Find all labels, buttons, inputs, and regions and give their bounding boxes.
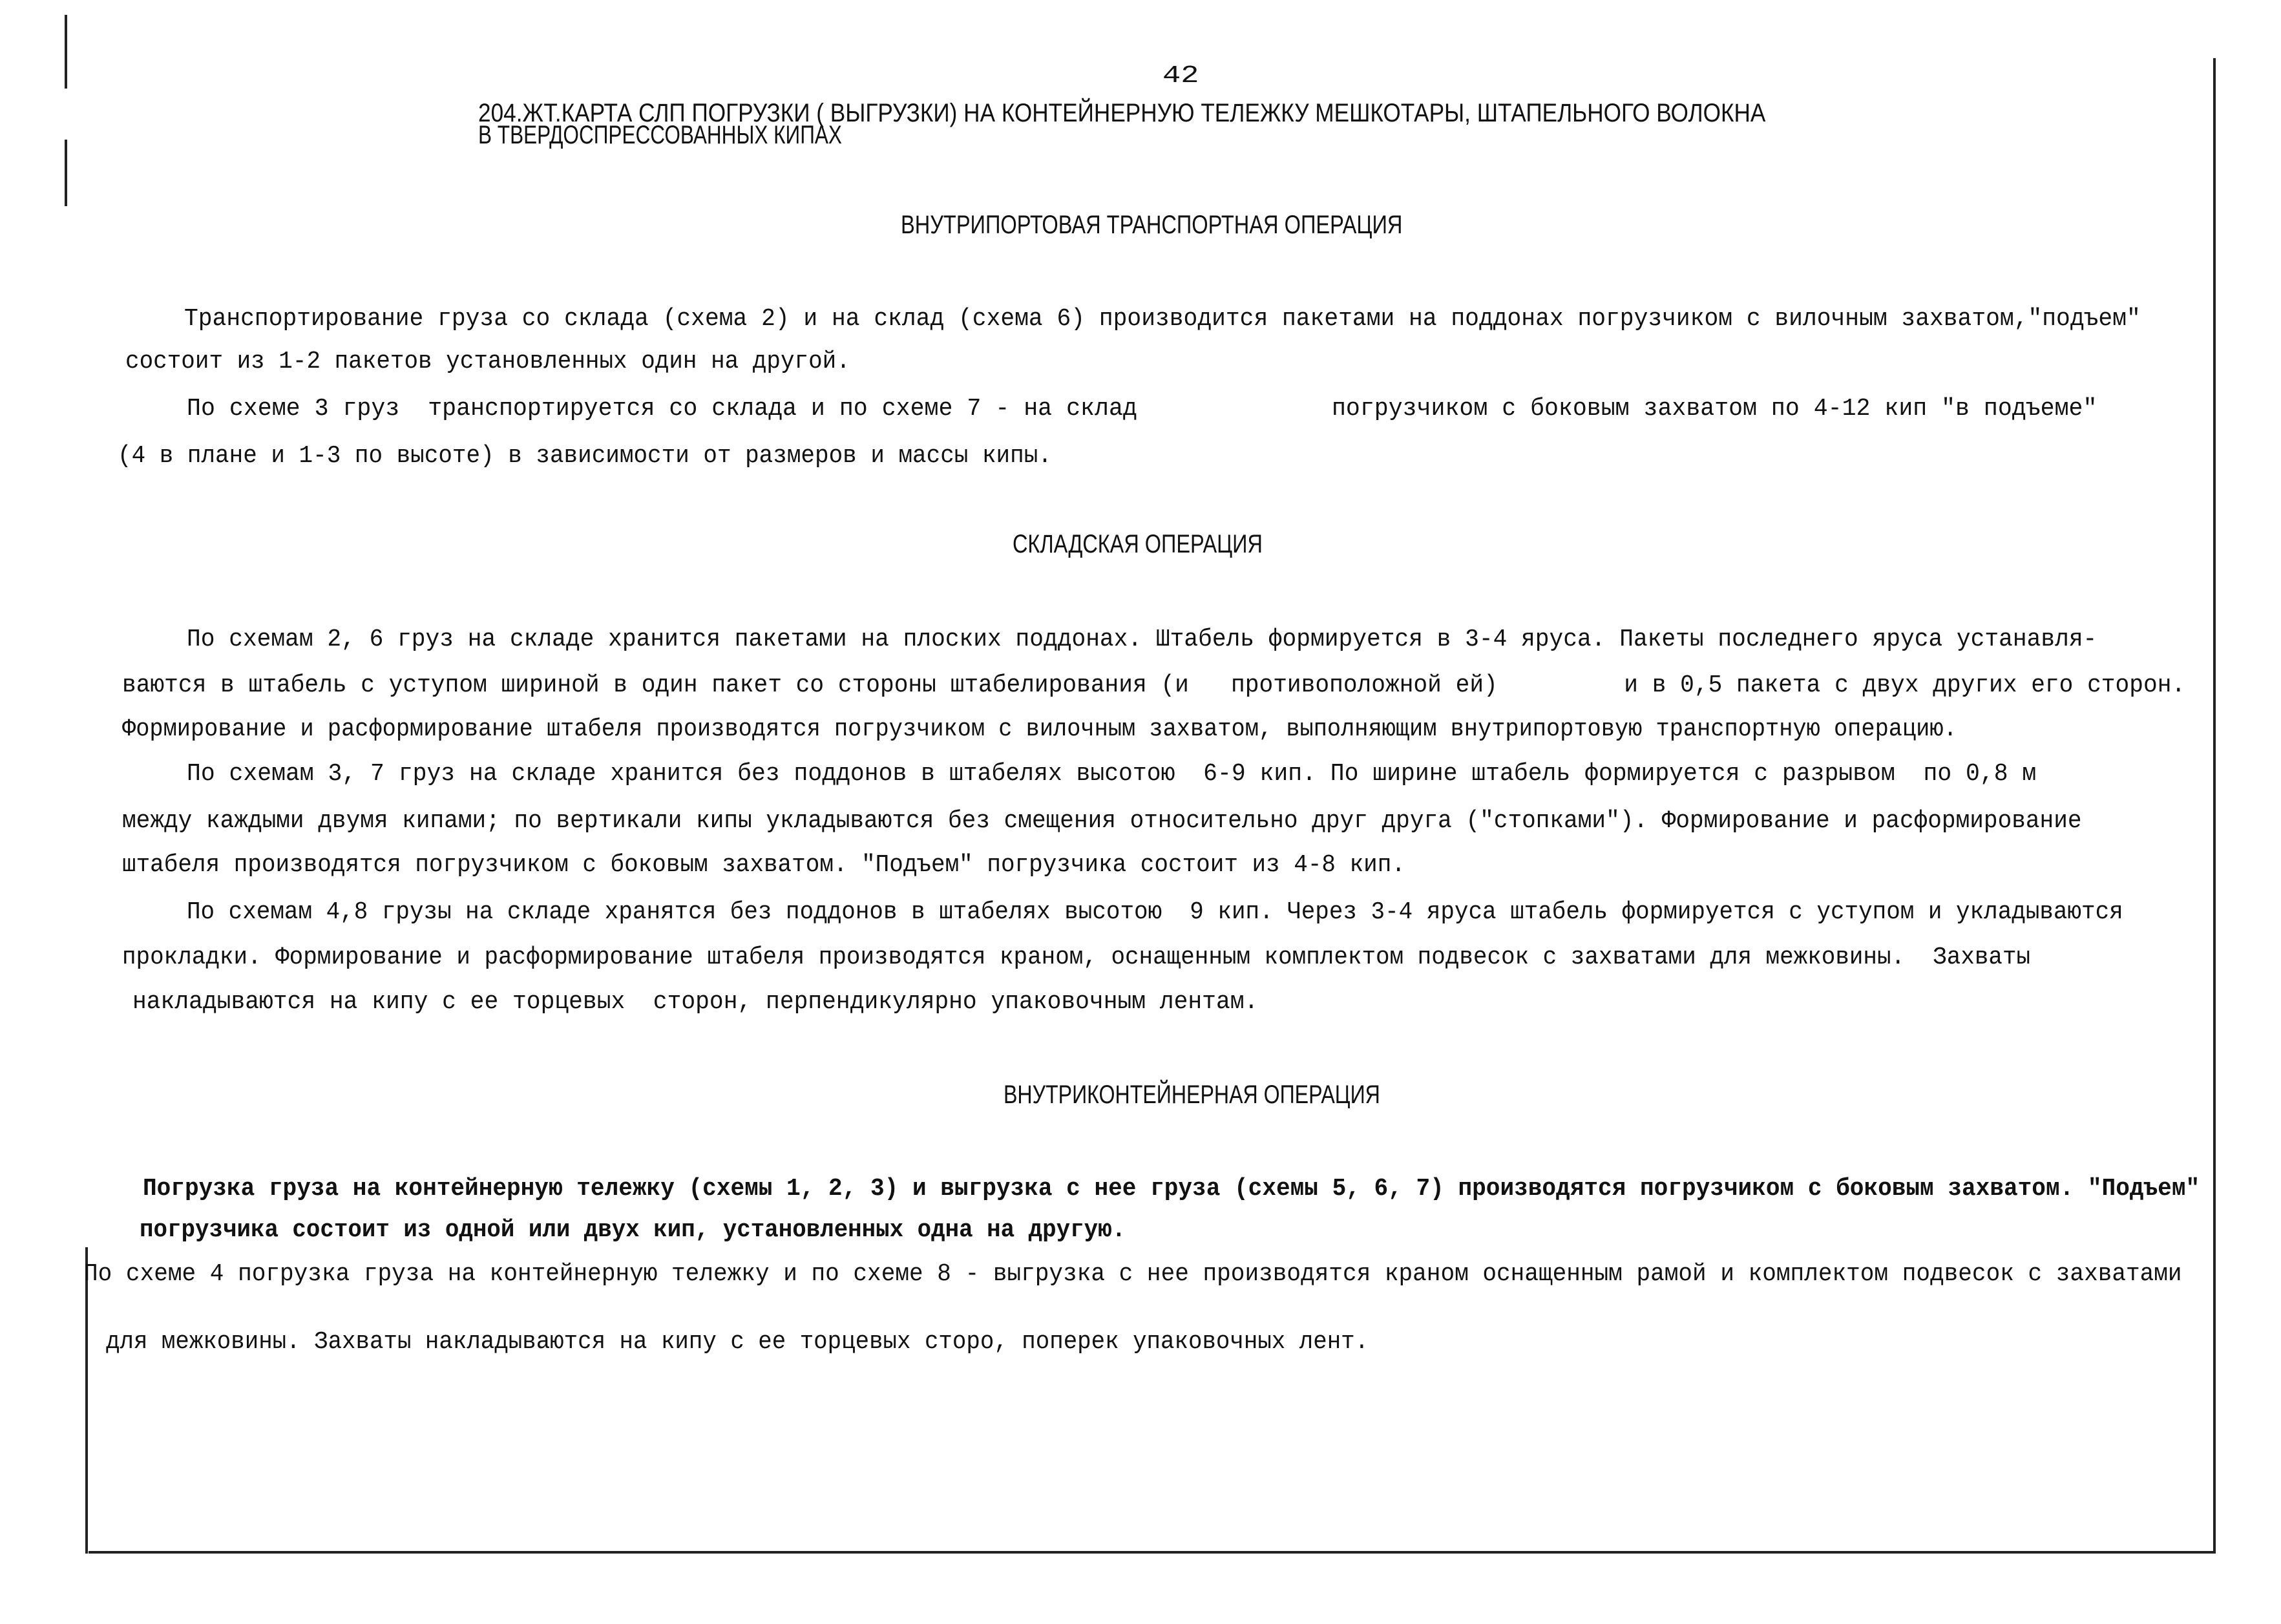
document-title: В ТВЕРДОСПРЕССОВАННЫХ КИПАХ (478, 121, 842, 149)
paragraph-line: прокладки. Формирование и расформирование штабеля производятся краном, оснащенным комплектом подвесок с захватами для межковины. Захваты (122, 944, 2031, 971)
frame-bottom-line (89, 1551, 2216, 1554)
paragraph-line: Формирование и расформирование штабеля производятся погрузчиком с вилочным захватом, выполняющим внутрипортовую транспортную операцию. (122, 715, 1957, 743)
paragraph-line: состоит из 1-2 пакетов установленных один на другой. (125, 348, 850, 375)
paragraph-line: ваются в штабель с уступом шириной в один пакет со стороны штабелирования (и противоположной ей) и в 0,5 пакета с двух других его сторон. (122, 671, 2186, 699)
paragraph-line: Погрузка груза на контейнерную тележку (схемы 1, 2, 3) и выгрузка с нее груза (схемы 5, 6, 7) производятся погрузчиком с боковым захватом. "Подъем" (143, 1175, 2200, 1203)
page-number: 42 (1162, 62, 1199, 90)
paragraph-line: По схемам 4,8 грузы на складе хранятся без поддонов в штабелях высотою 9 кип. Через 3-4 яруса штабель формируется с уступом и укладываются (187, 898, 2123, 926)
margin-line (65, 140, 67, 206)
paragraph-line: для межковины. Захваты накладываются на кипу с ее торцевых сторо, поперек упаковочных лент. (106, 1328, 1369, 1356)
section-heading: ВНУТРИПОРТОВАЯ ТРАНСПОРТНАЯ ОПЕРАЦИЯ (901, 211, 1403, 239)
paragraph-line: погрузчика состоит из одной или двух кип, установленных одна на другую. (140, 1216, 1126, 1244)
paragraph-line: Транспортирование груза со склада (схема 2) и на склад (схема 6) производится пакетами на поддонах погрузчиком с вилочным захватом,"подъем" (184, 305, 2141, 333)
paragraph-line: штабеля производятся погрузчиком с боковым захватом. "Подъем" погрузчика состоит из 4-8 кип. (122, 851, 1405, 879)
paragraph-line: (4 в плане и 1-3 по высоте) в зависимости от размеров и массы кипы. (118, 442, 1052, 470)
section-heading: СКЛАДСКАЯ ОПЕРАЦИЯ (1013, 530, 1263, 558)
margin-line (65, 15, 67, 89)
frame-right-line (2213, 58, 2216, 1554)
paragraph-line: По схемам 2, 6 груз на складе хранится пакетами на плоских поддонах. Штабель формируется в 3-4 яруса. Пакеты последнего яруса устанавля- (187, 626, 2097, 653)
paragraph-line: По схеме 3 груз транспортируется со склада и по схеме 7 - на склад (187, 395, 1137, 423)
paragraph-line: накладываются на кипу с ее торцевых сторон, перпендикулярно упаковочным лентам. (132, 988, 1259, 1016)
paragraph-line: По схеме 4 погрузка груза на контейнерную тележку и по схеме 8 - выгрузка с нее производятся краном оснащенным рамой и комплектом подвесок с захватами (84, 1260, 2182, 1288)
section-heading: ВНУТРИКОНТЕЙНЕРНАЯ ОПЕРАЦИЯ (1004, 1081, 1380, 1109)
paragraph-line: погрузчиком с боковым захватом по 4-12 кип "в подъеме" (1332, 395, 2097, 423)
paragraph-line: По схемам 3, 7 груз на складе хранится без поддонов в штабелях высотою 6-9 кип. По ширине штабель формируется с разрывом по 0,8 м (187, 760, 2037, 788)
document-title: 204.ЖТ.КАРТА СЛП ПОГРУЗКИ ( ВЫГРУЗКИ) НА КОНТЕЙНЕРНУЮ ТЕЛЕЖКУ МЕШКОТАРЫ, ШТАПЕЛЬНОГО ВОЛОКНА (478, 99, 1766, 127)
frame-left-line (85, 1247, 88, 1554)
paragraph-line: между каждыми двумя кипами; по вертикали кипы укладываются без смещения относительно друг друга ("стопками"). Формирование и расформирование (122, 807, 2082, 835)
